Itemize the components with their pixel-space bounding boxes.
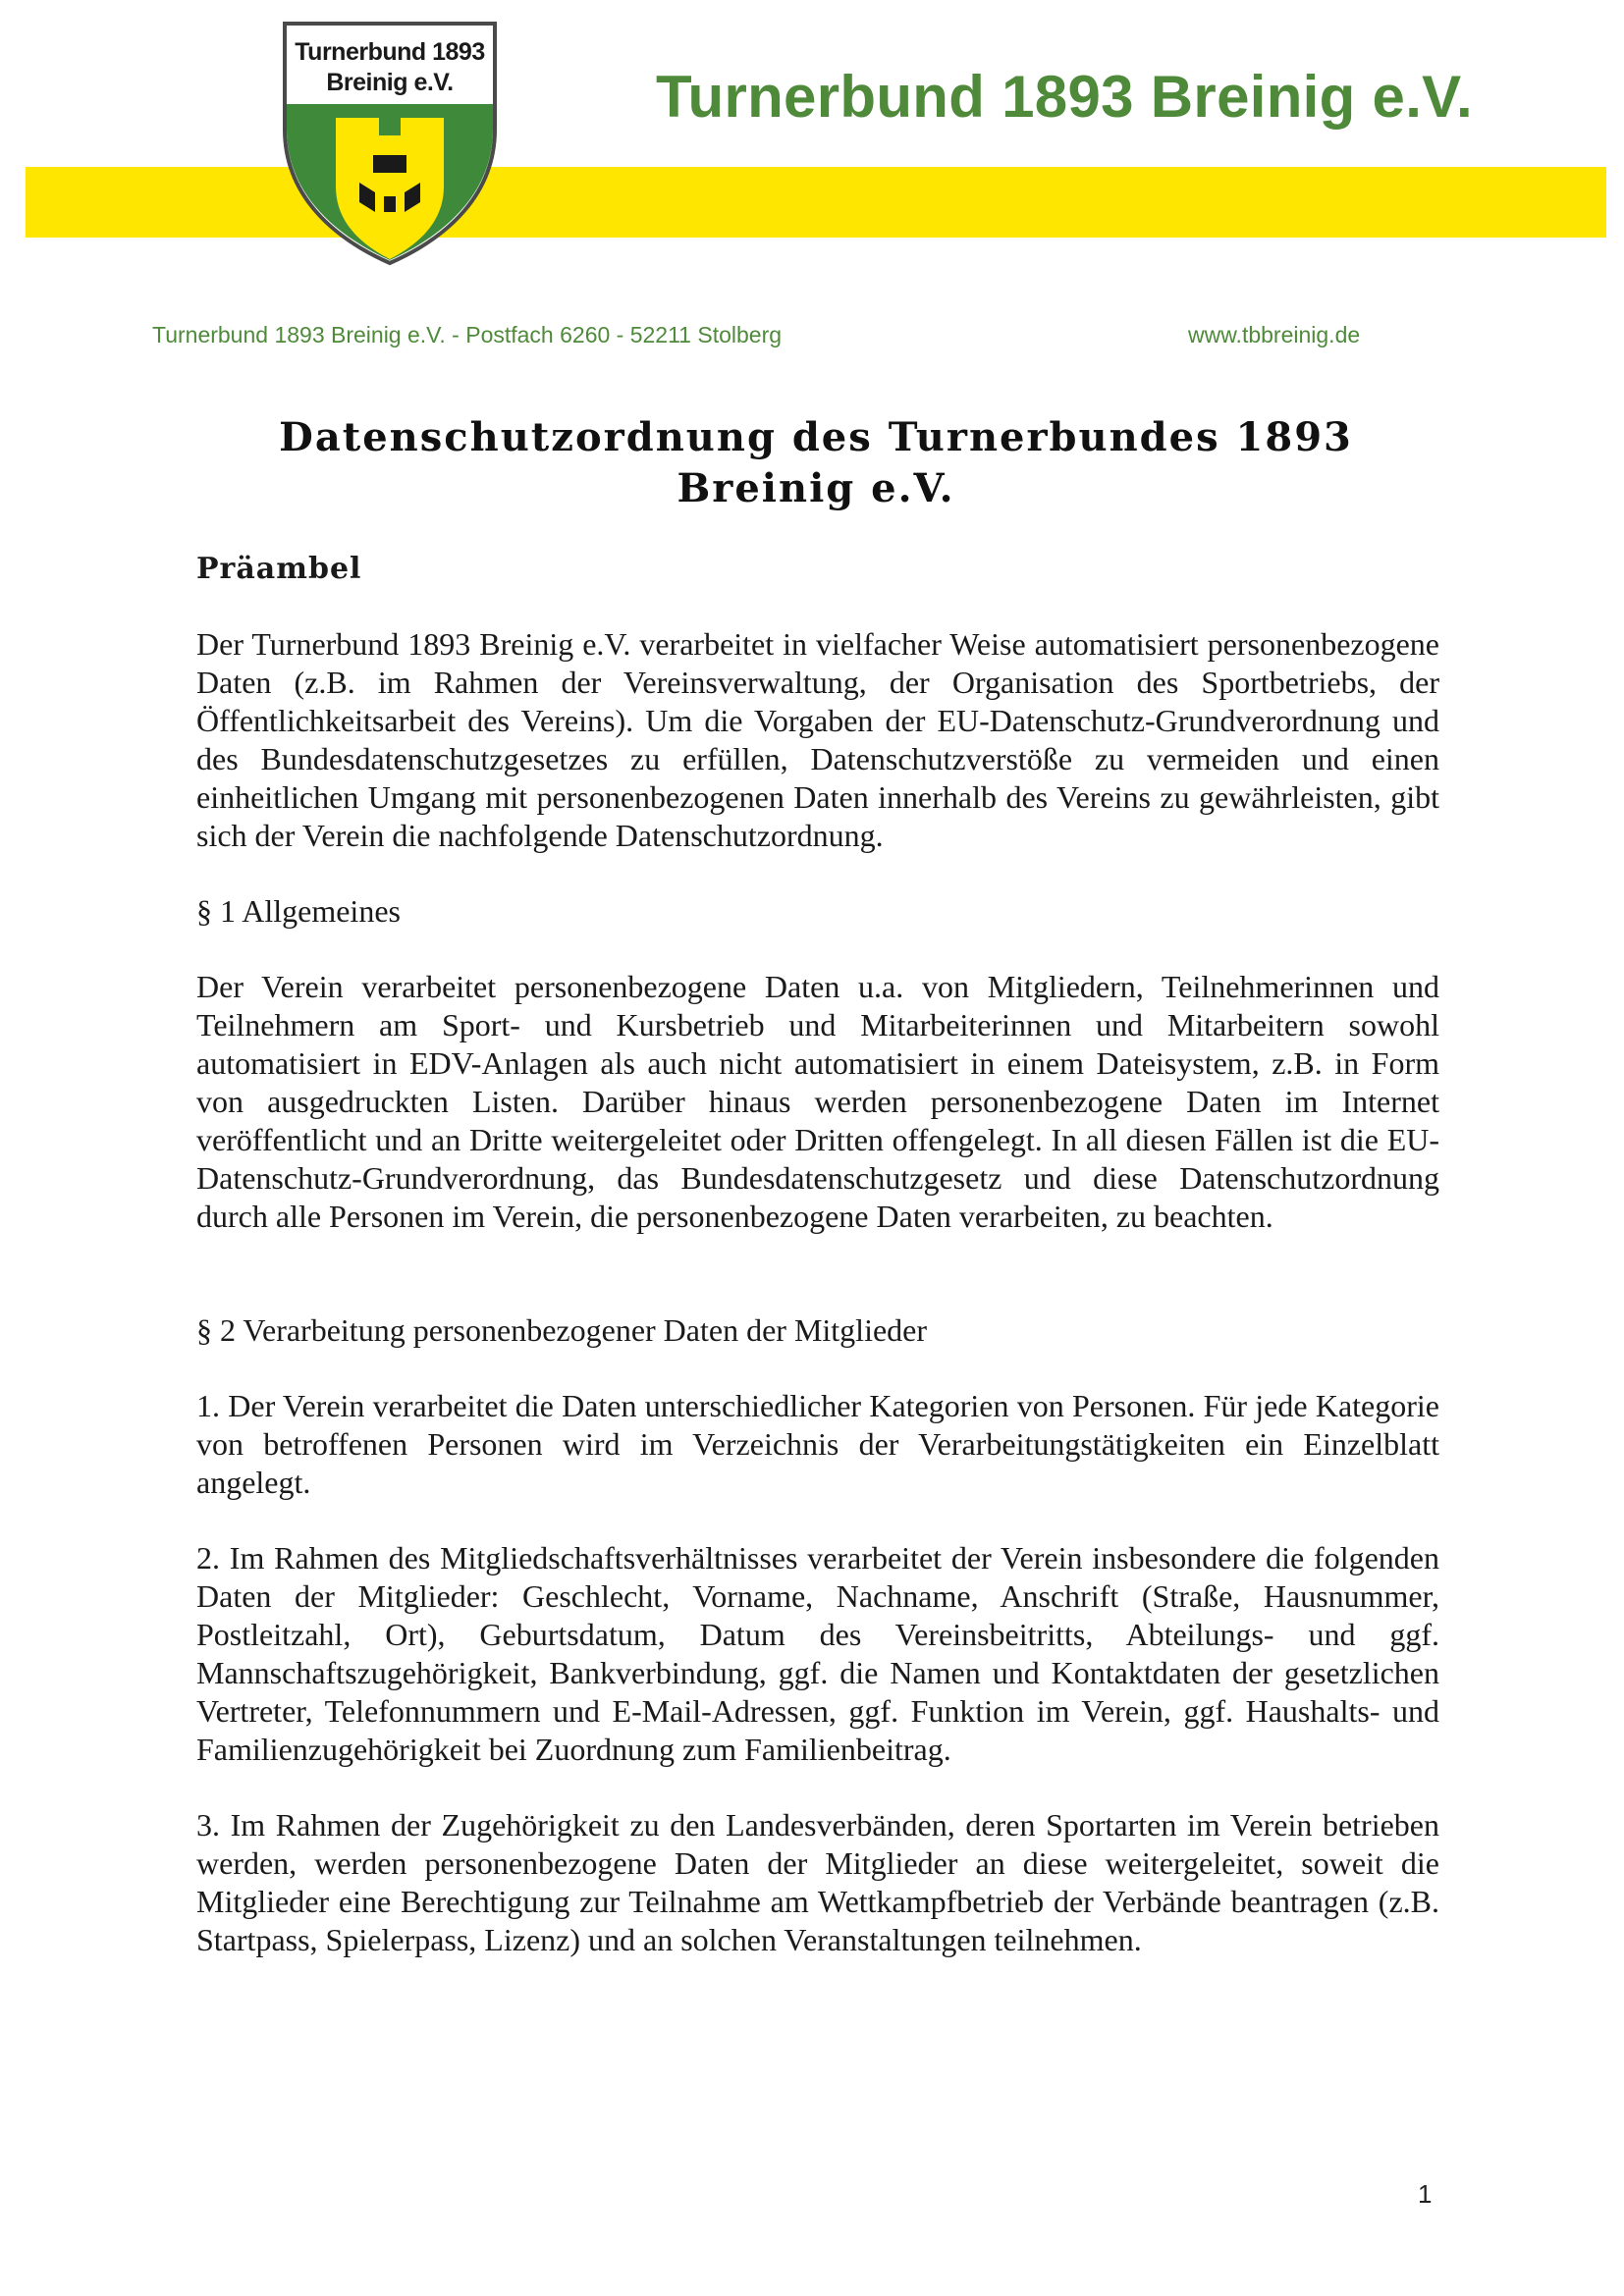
crest-line-2: Breinig e.V. (326, 69, 454, 96)
page-number: 1 (1418, 2179, 1433, 2209)
header-yellow-band (26, 167, 1606, 238)
preamble-paragraph: Der Turnerbund 1893 Breinig e.V. verarbeitet in vielfacher Weise automatisiert personenbezogene Daten (z.B. im Rahmen der Vereinsverwaltung, der Organisation des Sportbetriebs, der Öffentlichkeitsarbeit des Vereins). Um die Vorgaben der EU-Datenschutz-Grundverordnung und des Bundesdatenschutzgesetzes zu erfüllen, Datenschutzverstöße zu vermeiden und einen einheitlichen Umgang mit personenbezogenen Daten innerhalb des Vereins zu gewährleisten, gibt sich der Verein die nachfolgende Datenschutzordnung. (196, 626, 1439, 853)
section-1-paragraph: Der Verein verarbeitet personenbezogene Daten u.a. von Mitgliedern, Teilnehmerinnen und Teilnehmern am Sport- und Kursbetrieb und Mitarbeiterinnen und Mitarbeitern sowohl automatisiert in EDV-Anlagen als auch nicht automatisiert in einem Dateisystem, z.B. in Form von ausgedruckten Listen. Darüber hinaus werden personenbezogene Daten im Internet veröffentlicht und an Dritte weitergeleitet oder Dritten offengelegt. In all diesen Fällen ist die EU-Datenschutz-Grundverordnung, das Bundesdatenschutzgesetz und diese Datenschutzordnung durch alle Personen im Verein, die personenbezogene Daten verarbeiten, zu beachten. (196, 969, 1439, 1234)
section-2-item-3: 3. Im Rahmen der Zugehörigkeit zu den Landesverbänden, deren Sportarten im Verein betrieben werden, werden personenbezogene Daten der Mitglieder an diese weitergeleitet, soweit die Mitglieder eine Berechtigung zur Teilnahme am Wettkampfbetrieb der Verbände beantragen (z.B. Startpass, Spielerpass, Lizenz) und an solchen Veranstaltungen teilnehmen. (196, 1807, 1439, 1957)
title-line-2: Breinig e.V. (677, 465, 955, 511)
preamble-heading: Präambel (196, 552, 362, 586)
section-1-heading: § 1 Allgemeines (196, 893, 401, 929)
document-title (196, 412, 1435, 514)
club-name-heading: Turnerbund 1893 Breinig e.V. (656, 64, 1473, 130)
website-link[interactable]: www.tbbreinig.de (1188, 322, 1361, 347)
crest-text (281, 37, 499, 98)
club-crest-logo (281, 20, 499, 267)
crest-line-1: Turnerbund 1893 (295, 38, 485, 66)
section-2-item-2: 2. Im Rahmen des Mitgliedschaftsverhältnisses verarbeitet der Verein insbesondere die folgenden Daten der Mitglieder: Geschlecht, Vorname, Nachname, Anschrift (Straße, Hausnummer, Postleitzahl, Ort), Geburtsdatum, Datum des Vereinsbeitritts, Abteilungs- und ggf. Mannschaftszugehörigkeit, Bankverbindung, ggf. die Namen und Kontaktdaten der gesetzlichen Vertreter, Telefonnummern und E-Mail-Adressen, ggf. Funktion im Verein, ggf. Haushalts- und Familienzugehörigkeit bei Zuordnung zum Familienbeitrag. (196, 1540, 1439, 1767)
section-2-heading: § 2 Verarbeitung personenbezogener Daten der Mitglieder (196, 1312, 928, 1348)
postal-address: Turnerbund 1893 Breinig e.V. - Postfach 6260 - 52211 Stolberg (152, 322, 783, 347)
section-2-item-1: 1. Der Verein verarbeitet die Daten unterschiedlicher Kategorien von Personen. Für jede Kategorie von betroffenen Personen wird im Verzeichnis der Verarbeitungstätigkeiten ein Einzelblatt angelegt. (196, 1388, 1439, 1500)
title-line-1: Datenschutzordnung des Turnerbundes 1893 (279, 414, 1353, 460)
document-body (196, 542, 1439, 1997)
